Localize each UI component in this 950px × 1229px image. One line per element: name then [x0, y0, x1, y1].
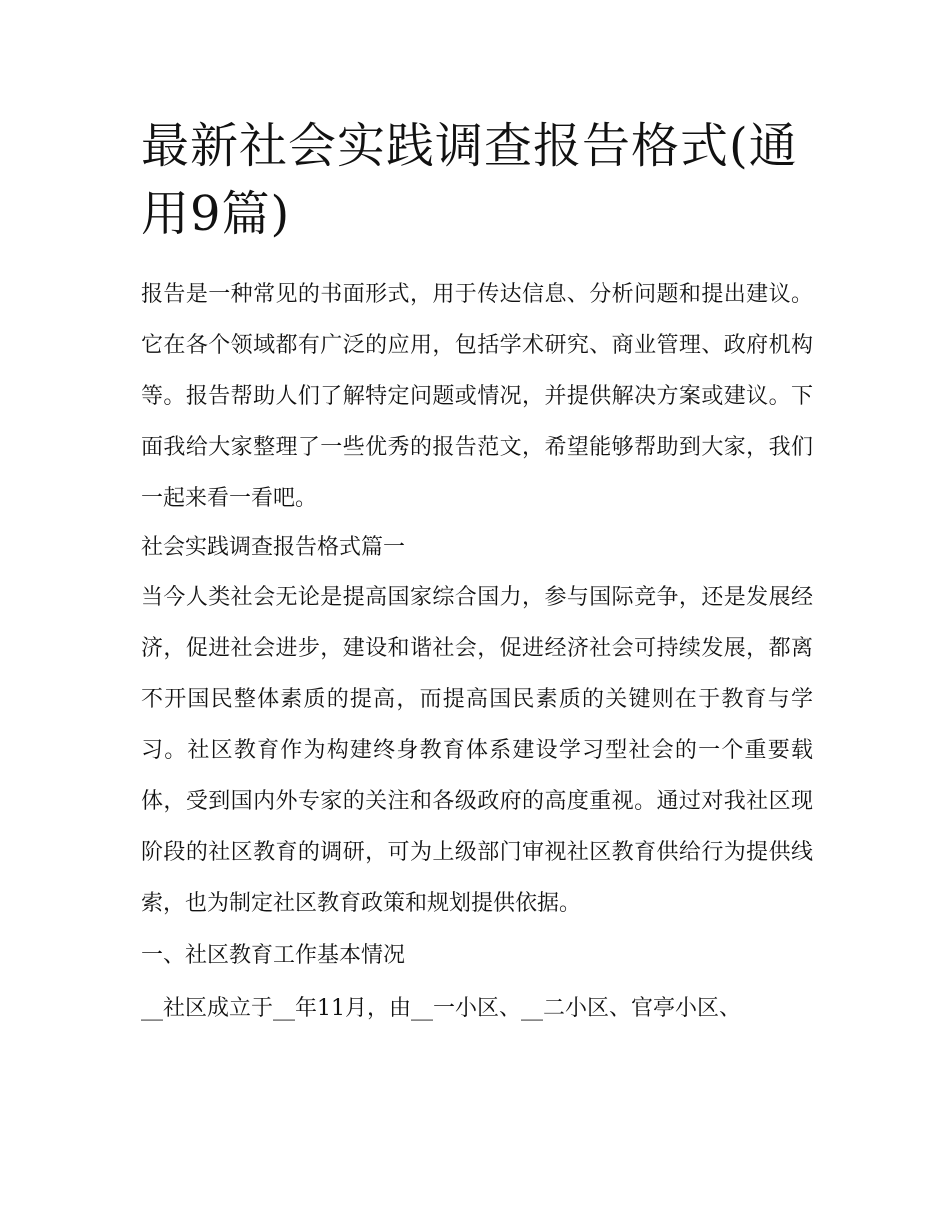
document-title: 最新社会实践调查报告格式(通用9篇)	[141, 118, 798, 242]
section-heading: 一、社区教育工作基本情况	[141, 943, 406, 968]
intro-paragraph: 报告是一种常见的书面形式，用于传达信息、分析问题和提出建议。它在各个领域都有广泛的应用，包括学术研究、商业管理、政府机构等。报告帮助人们了解特定问题或情况，并提供解决方案或建议。下面我给大家整理了一些优秀的报告范文，希望能够帮助到大家，我们一起来看一看吧。	[141, 282, 813, 511]
document-page	[141, 112, 813, 1035]
body-paragraph: 当今人类社会无论是提高国家综合国力，参与国际竞争，还是发展经济，促进社会进步，建设和谐社会，促进经济社会可持续发展，都离不开国民整体素质的提高，而提高国民素质的关键则在于教育与学习。社区教育作为构建终身教育体系建设学习型社会的一个重要载体，受到国内外专家的关注和各级政府的高度重视。通过对我社区现阶段的社区教育的调研，可为上级部门审视社区教育供给行为提供线索，也为制定社区教育政策和规划提供依据。	[141, 585, 813, 916]
part-heading: 社会实践调查报告格式篇一	[141, 535, 406, 560]
body-paragraph-continued: __社区成立于__年11月，由__一小区、__二小区、官亭小区、	[141, 996, 741, 1021]
